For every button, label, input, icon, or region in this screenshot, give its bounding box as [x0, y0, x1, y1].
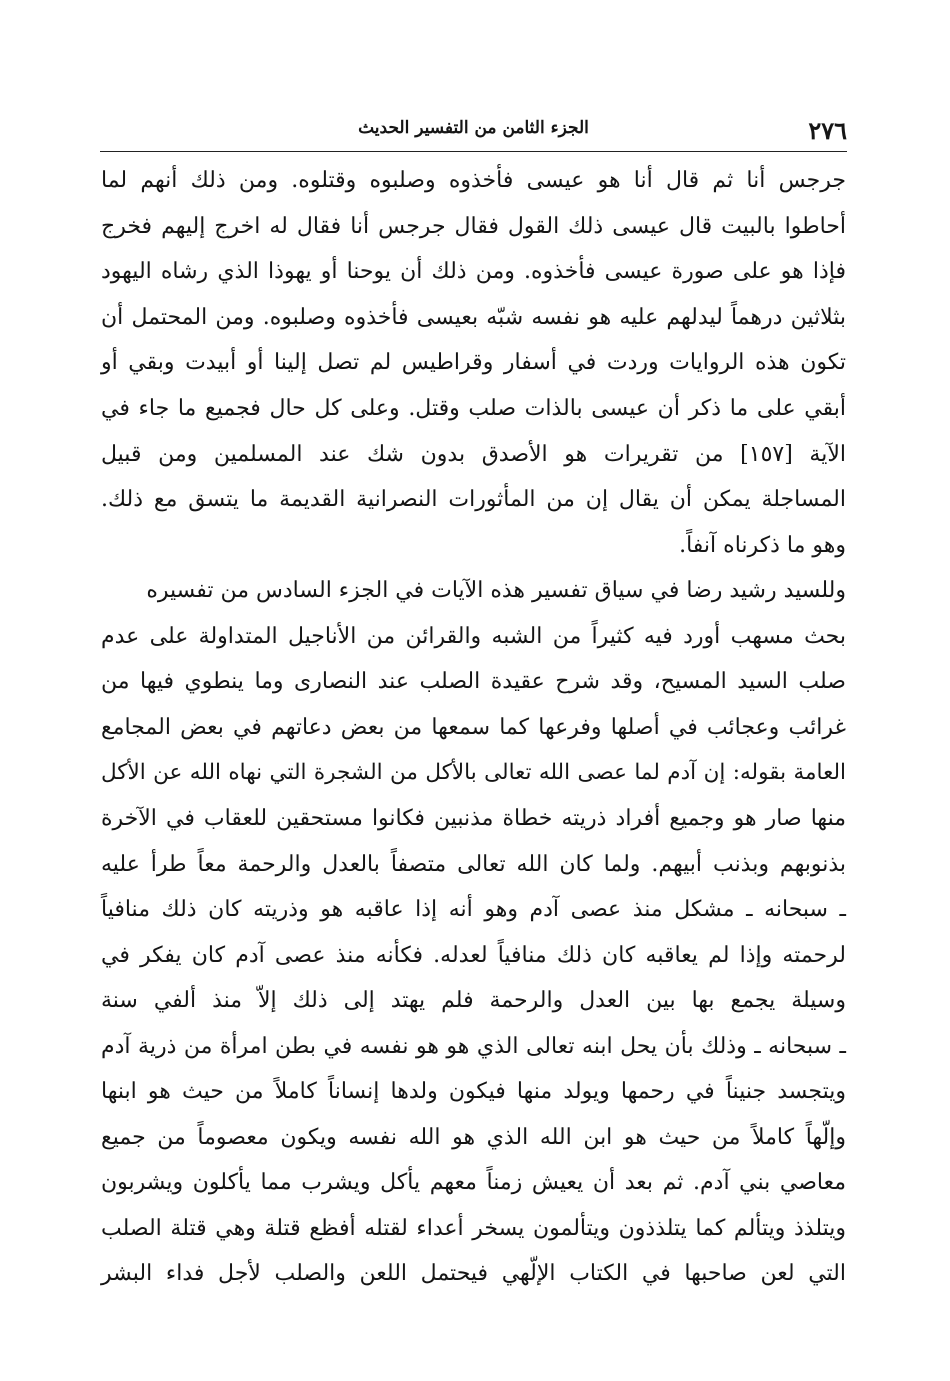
text-line: تكون هذه الروايات وردت في أسفار وقراطيس لم تصل إلينا أو أبيدت وبقي أو [101, 350, 846, 375]
text-line: صلب السيد المسيح، وقد شرح عقيدة الصلب عند النصارى وما ينطوي فيها من [101, 669, 846, 694]
text-line: المساجلة يمكن أن يقال إن من المأثورات النصرانية القديمة ما يتسق مع ذلك. [101, 487, 846, 512]
page-header [100, 112, 847, 146]
text-line: ـ سبحانه ـ وذلك بأن يحل ابنه تعالى الذي هو هو نفسه في بطن امرأة من ذرية آدم [101, 1034, 846, 1059]
text-line: بذنوبهم وبذنب أبيهم. ولما كان الله تعالى متصفاً بالعدل والرحمة معاً طرأ عليه [101, 852, 846, 877]
text-line: جرجس أنا ثم قال أنا هو عيسى فأخذوه وصلبوه وقتلوه. ومن ذلك أنهم لما [101, 168, 846, 193]
text-line: التي لعن صاحبها في الكتاب الإلّهي فيحتمل اللعن والصلب لأجل فداء البشر [101, 1261, 846, 1286]
text-line: بحث مسهب أورد فيه كثيراً من الشبه والقرائن من الأناجيل المتداولة على عدم [101, 624, 846, 649]
text-line: منها صار هو وجميع أفراد ذريته خطاة مذنبين فكانوا مستحقين للعقاب في الآخرة [101, 806, 846, 831]
text-line: أحاطوا بالبيت قال عيسى ذلك القول فقال جرجس أنا فقال له اخرج إليهم فخرج [101, 214, 846, 239]
page-number: ٢٧٦ [808, 116, 847, 145]
text-line: ويتجسد جنيناً في رحمها ويولد منها فيكون ولدها إنساناً كاملاً من حيث هو ابنها [101, 1079, 846, 1104]
text-line: وللسيد رشيد رضا في سياق تفسير هذه الآيات في الجزء السادس من تفسيره [146, 578, 846, 603]
text-line: وإلّهاً كاملاً من حيث هو ابن الله الذي هو الله نفسه ويكون معصوماً من جميع [101, 1125, 846, 1150]
text-line: بثلاثين درهماً ليدلهم عليه هو نفسه شبّه بعيسى فأخذوه وصلبوه. ومن المحتمل أن [101, 305, 846, 330]
text-line: غرائب وعجائب في أصلها وفرعها كما سمعها من بعض دعاتهم في بعض المجامع [101, 715, 846, 740]
text-line: أبقي على ما ذكر أن عيسى بالذات صلب وقتل. وعلى كل حال فجميع ما جاء في [101, 396, 846, 421]
text-line: ـ سبحانه ـ مشكل منذ عصى آدم وهو أنه إذا عاقبه هو وذريته كان ذلك منافياً [101, 897, 846, 922]
text-line: لرحمته وإذا لم يعاقبه كان ذلك منافياً لعدله. فكأنه منذ عصى آدم كان يفكر في [101, 943, 846, 968]
text-line: معاصي بني آدم. ثم بعد أن يعيش زمناً معهم يأكل ويشرب مما يأكلون ويشربون [101, 1170, 846, 1195]
header-rule [100, 151, 847, 152]
text-line: ويتلذذ ويتألم كما يتلذذون ويتألمون يسخر أعداء لقتله أفظع قتلة وهي قتلة الصلب [101, 1216, 846, 1241]
text-line: وهو ما ذكرناه آنفاً. [679, 533, 846, 558]
text-line: وسيلة يجمع بها بين العدل والرحمة فلم يهتد إلى ذلك إلاّ منذ ألفي سنة [101, 988, 846, 1013]
text-line: فإذا هو على صورة عيسى فأخذوه. ومن ذلك أن يوحنا أو يهوذا الذي رشاه اليهود [101, 259, 846, 284]
text-line: الآية [١٥٧] من تقريرات هو الأصدق بدون شك عند المسلمين ومن قبيل [101, 442, 846, 467]
text-line: العامة بقوله: إن آدم لما عصى الله تعالى بالأكل من الشجرة التي نهاه الله عن الأكل [101, 760, 846, 785]
running-title: الجزء الثامن من التفسير الحديث [358, 118, 589, 138]
